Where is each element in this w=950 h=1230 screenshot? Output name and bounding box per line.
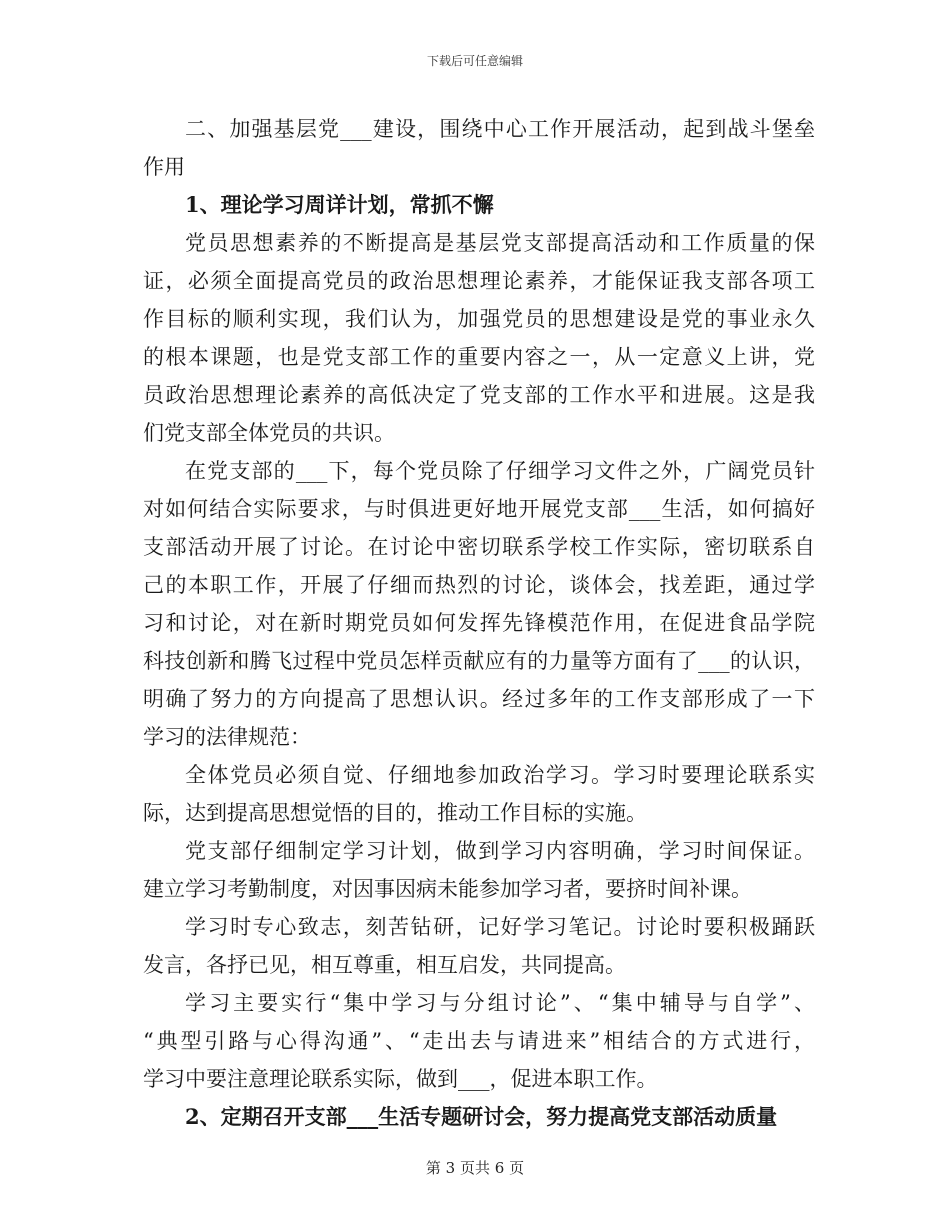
paragraph-line: 党支部仔细制定学习计划，做到学习内容明确，学习时间保证。	[185, 839, 815, 863]
section-heading-line: 1、理论学习周详计划，常抓不懈	[185, 192, 494, 217]
paragraph-line: 二、加强基层党___建设，围绕中心工作开展活动，起到战斗堡垒	[185, 117, 815, 141]
paragraph-line: 作目标的顺利实现，我们认为，加强党员的思想建设是党的事业永久	[143, 307, 815, 331]
paragraph-line: 的根本课题，也是党支部工作的重要内容之一，从一定意义上讲，党	[143, 345, 815, 369]
document-body	[143, 110, 815, 1136]
page-footer: 第 3 页共 6 页	[425, 1159, 525, 1177]
paragraph-line: 证，必须全面提高党员的政治思想理论素养，才能保证我支部各项工	[143, 269, 815, 293]
paragraph-line: 党员思想素养的不断提高是基层党支部提高活动和工作质量的保	[185, 231, 815, 255]
paragraph-line: 明确了努力的方向提高了思想认识。经过多年的工作支部形成了一下	[143, 687, 815, 711]
paragraph-line: 建立学习考勤制度，对因事因病未能参加学习者，要挤时间补课。	[143, 877, 752, 901]
section-heading-line: 2、定期召开支部___生活专题研讨会，努力提高党支部活动质量	[185, 1104, 778, 1129]
paragraph-line: 在党支部的___下，每个党员除了仔细学习文件之外，广阔党员针	[185, 459, 815, 483]
paragraph-line: “典型引路与心得沟通”、“走出去与请进来”相结合的方式进行，	[143, 1029, 815, 1053]
paragraph-line: 员政治思想理论素养的高低决定了党支部的工作水平和进展。这是我	[143, 383, 815, 407]
page-header: 下载后可任意编辑	[426, 54, 523, 68]
paragraph-line: 己的本职工作，开展了仔细而热烈的讨论，谈体会，找差距，通过学	[143, 573, 815, 597]
paragraph-line: 学习主要实行“集中学习与分组讨论”、“集中辅导与自学”、	[185, 991, 815, 1015]
paragraph-line: 学习时专心致志，刻苦钻研，记好学习笔记。讨论时要积极踊跃	[185, 915, 815, 939]
paragraph-line: 支部活动开展了讨论。在讨论中密切联系学校工作实际，密切联系自	[143, 535, 815, 559]
paragraph-line: 作用	[143, 155, 185, 179]
paragraph-line: 际，达到提高思想觉悟的目的，推动工作目标的实施。	[143, 801, 647, 825]
paragraph-line: 学习的法律规范：	[143, 725, 311, 749]
paragraph-line: 发言，各抒已见，相互尊重，相互启发，共同提高。	[143, 953, 626, 977]
paragraph-line: 习和讨论，对在新时期党员如何发挥先锋模范作用，在促进食品学院	[143, 611, 815, 635]
paragraph-line: 对如何结合实际要求，与时俱进更好地开展党支部___生活，如何搞好	[143, 497, 815, 521]
paragraph-line: 科技创新和腾飞过程中党员怎样贡献应有的力量等方面有了___的认识，	[143, 649, 815, 673]
paragraph-line: 们党支部全体党员的共识。	[143, 421, 395, 445]
paragraph-line: 学习中要注意理论联系实际，做到___，促进本职工作。	[143, 1067, 658, 1091]
paragraph-line: 全体党员必须自觉、仔细地参加政治学习。学习时要理论联系实	[185, 763, 815, 787]
